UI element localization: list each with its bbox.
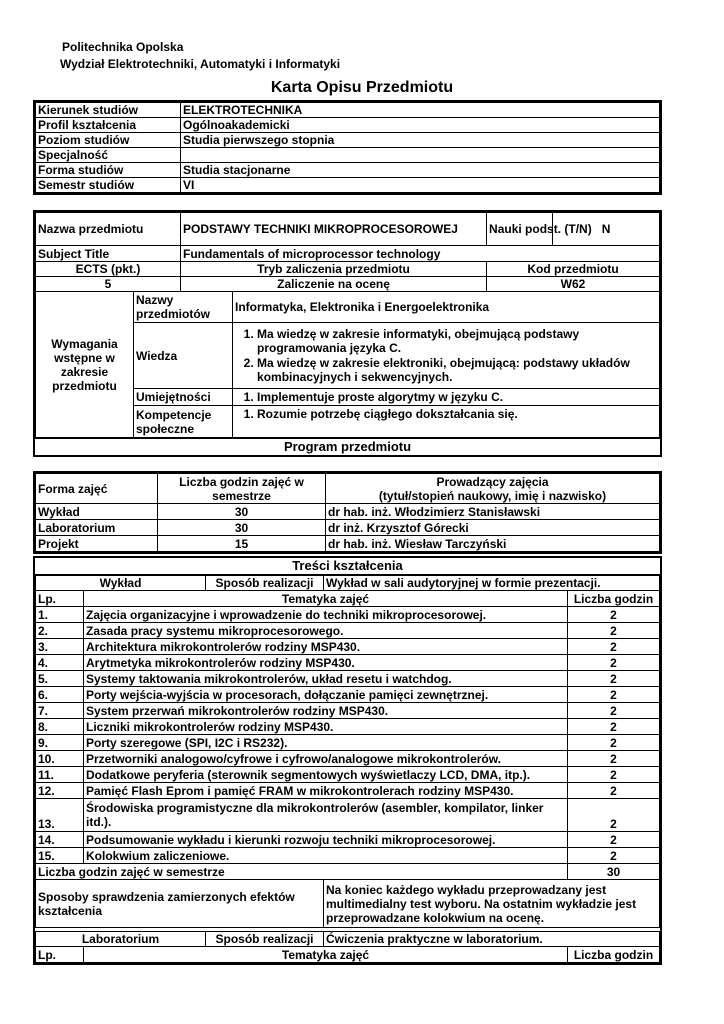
hours-cell: 2 xyxy=(568,703,660,719)
table-row xyxy=(36,783,660,799)
topic-cell: Arytmetyka mikrokontrolerów rodziny MSP430. xyxy=(84,655,568,671)
topic-cell: Pamięć Flash Eprom i pamięć FRAM w mikrokontrolerach rodziny MSP430. xyxy=(84,783,568,799)
hours-col-header: Liczba godzin xyxy=(568,591,660,607)
knowledge-list xyxy=(233,323,660,389)
lab-topic-col-header: Tematyka zajęć xyxy=(84,947,568,963)
table-row xyxy=(36,504,660,520)
mode-label: Tryb zaliczenia przedmiotu xyxy=(181,262,487,277)
form-cell: Laboratorium xyxy=(36,520,158,536)
studies-table xyxy=(33,100,662,195)
table-row xyxy=(36,520,660,536)
studies-value: VI xyxy=(181,178,660,193)
hours-cell: 2 xyxy=(568,735,660,751)
lp-cell: 10. xyxy=(36,751,84,767)
table-row xyxy=(36,607,660,623)
studies-row xyxy=(36,118,660,133)
hours-cell: 2 xyxy=(568,799,660,832)
faculty-name: Wydział Elektrotechniki, Automatyki i Informatyki xyxy=(60,57,341,71)
topic-cell: Dodatkowe peryferia (sterownik segmentowych wyświetlaczy LCD, DMA, itp.). xyxy=(84,767,568,783)
topic-cell: Porty wejścia-wyjścia w procesorach, dołączanie pamięci zewnętrznej. xyxy=(84,687,568,703)
university-name: Politechnika Opolska xyxy=(62,40,184,54)
competence-list xyxy=(233,406,660,438)
table-row xyxy=(36,799,660,832)
lp-cell: 11. xyxy=(36,767,84,783)
topic-cell: Zajęcia organizacyjne i wprowadzenie do techniki mikroprocesorowej. xyxy=(84,607,568,623)
hours-cell: 30 xyxy=(158,520,326,536)
hours-cell: 30 xyxy=(158,504,326,520)
teacher-cell: dr inż. Krzysztof Górecki xyxy=(326,520,660,536)
lp-cell: 5. xyxy=(36,671,84,687)
lp-cell: 4. xyxy=(36,655,84,671)
lp-cell: 15. xyxy=(36,848,84,864)
subject-title-label: Subject Title xyxy=(36,246,181,262)
lp-cell: 6. xyxy=(36,687,84,703)
program-title: Program przedmiotu xyxy=(35,438,660,455)
content-title: Treści kształcenia xyxy=(35,558,660,575)
basic-sciences-value: N xyxy=(553,213,660,246)
lp-cell: 7. xyxy=(36,703,84,719)
hours-cell: 2 xyxy=(568,751,660,767)
lab-method-label: Sposób realizacji xyxy=(206,932,324,947)
hours-cell: 2 xyxy=(568,848,660,864)
teacher-col-header xyxy=(326,474,660,504)
code-value: W62 xyxy=(487,277,660,292)
teacher-cell: dr hab. inż. Włodzimierz Stanisławski xyxy=(326,504,660,520)
hours-cell: 2 xyxy=(568,671,660,687)
skills-list xyxy=(233,389,660,406)
hours-cell: 2 xyxy=(568,687,660,703)
hours-cell: 2 xyxy=(568,655,660,671)
studies-row xyxy=(36,148,660,163)
hours-cell: 2 xyxy=(568,767,660,783)
form-col-header: Forma zajęć xyxy=(36,474,158,504)
form-cell: Projekt xyxy=(36,536,158,552)
topic-cell: Liczniki mikrokontrolerów rodziny MSP430. xyxy=(84,719,568,735)
hours-col-header: Liczba godzin zajęć w semestrze xyxy=(158,474,326,504)
courses-label: Nazwy przedmiotów xyxy=(134,292,233,323)
teacher-col-subtitle: (tytuł/stopień naukowy, imię i nazwisko) xyxy=(378,488,607,503)
studies-value: ELEKTROTECHNIKA xyxy=(181,103,660,118)
lab-hours-col-header: Liczba godzin xyxy=(568,947,660,963)
studies-label: Profil kształcenia xyxy=(36,118,181,133)
skills-item: 1. Implementuje proste algorytmy w języku C. xyxy=(257,390,657,404)
forms-table xyxy=(33,471,662,554)
studies-value: Studia stacjonarne xyxy=(181,163,660,178)
topic-cell: Systemy taktowania mikrokontrolerów, układ resetu i watchdog. xyxy=(84,671,568,687)
lecture-method-label: Sposób realizacji xyxy=(206,576,324,591)
lp-cell: 2. xyxy=(36,623,84,639)
ects-label: ECTS (pkt.) xyxy=(36,262,181,277)
skills-label: Umiejętności xyxy=(134,389,233,406)
lp-cell: 8. xyxy=(36,719,84,735)
table-row xyxy=(36,719,660,735)
lp-cell: 14. xyxy=(36,832,84,848)
hours-cell: 2 xyxy=(568,719,660,735)
topic-cell: System przerwań mikrokontrolerów rodziny MSP430. xyxy=(84,703,568,719)
table-row xyxy=(36,832,660,848)
lp-cell: 13. xyxy=(36,799,84,832)
prerequisite-courses: Informatyka, Elektronika i Energoelektronika xyxy=(233,292,660,323)
studies-label: Kierunek studiów xyxy=(36,103,181,118)
subject-title: Fundamentals of microprocessor technology xyxy=(181,246,660,262)
assessment-text: Na koniec każdego wykładu przeprowadzany jest multimedialny test wyboru. Na ostatnim wykładzie jest przeprowadzane kolokwium na ocenę. xyxy=(324,880,660,928)
lp-col-header: Lp. xyxy=(36,591,84,607)
knowledge-item: 1. Ma wiedzę w zakresie informatyki, obejmującą podstawy programowania języka C. xyxy=(257,327,657,355)
lab-method: Ćwiczenia praktyczne w laboratorium. xyxy=(324,932,660,947)
table-row xyxy=(36,671,660,687)
lab-lp-col-header: Lp. xyxy=(36,947,84,963)
competence-item: 1. Rozumie potrzebę ciągłego dokształcania się. xyxy=(257,407,657,421)
studies-row xyxy=(36,178,660,193)
topic-cell: Środowiska programistyczne dla mikrokontrolerów (asembler, kompilator, linker itd.). xyxy=(84,799,568,832)
lecture-method: Wykład w sali audytoryjnej w formie prezentacji. xyxy=(324,576,660,591)
studies-label: Semestr studiów xyxy=(36,178,181,193)
hours-cell: 2 xyxy=(568,607,660,623)
topic-cell: Architektura mikrokontrolerów rodziny MSP430. xyxy=(84,639,568,655)
studies-value xyxy=(181,148,660,163)
teacher-col-title: Prowadzący zajęcia xyxy=(436,474,549,489)
lp-cell: 1. xyxy=(36,607,84,623)
knowledge-label: Wiedza xyxy=(134,323,233,389)
ects-value: 5 xyxy=(36,277,181,292)
hours-cell: 2 xyxy=(568,639,660,655)
table-row xyxy=(36,687,660,703)
code-label: Kod przedmiotu xyxy=(487,262,660,277)
hours-cell: 2 xyxy=(568,783,660,799)
topic-cell: Podsumowanie wykładu i kierunki rozwoju techniki mikroprocesorowej. xyxy=(84,832,568,848)
table-row xyxy=(36,735,660,751)
knowledge-item: 2. Ma wiedzę w zakresie elektroniki, obejmującą: podstawy układów kombinacyjnych i sekwencyjnych. xyxy=(257,356,657,384)
topic-col-header: Tematyka zajęć xyxy=(84,591,568,607)
assessment-label: Sposoby sprawdzenia zamierzonych efektów kształcenia xyxy=(36,880,324,928)
lecture-name: Wykład xyxy=(36,576,206,591)
page-title: Karta Opisu Przedmiotu xyxy=(270,79,454,96)
topic-cell: Zasada pracy systemu mikroprocesorowego. xyxy=(84,623,568,639)
hours-cell: 2 xyxy=(568,832,660,848)
requirements-label: Wymagania wstępne w zakresie przedmiotu xyxy=(36,292,134,438)
table-row xyxy=(36,703,660,719)
table-row xyxy=(36,751,660,767)
studies-row xyxy=(36,103,660,118)
studies-value: Studia pierwszego stopnia xyxy=(181,133,660,148)
basic-sciences-label: Nauki podst. (T/N) xyxy=(487,213,553,246)
total-hours: 30 xyxy=(568,864,660,880)
studies-value: Ogólnoakademicki xyxy=(181,118,660,133)
table-row xyxy=(36,536,660,552)
lp-cell: 12. xyxy=(36,783,84,799)
content-table xyxy=(33,556,662,965)
lp-cell: 3. xyxy=(36,639,84,655)
competence-label: Kompetencje społeczne xyxy=(134,406,233,438)
hours-cell: 15 xyxy=(158,536,326,552)
table-row xyxy=(36,767,660,783)
hours-cell: 2 xyxy=(568,623,660,639)
mode-value: Zaliczenie na ocenę xyxy=(181,277,487,292)
table-row xyxy=(36,655,660,671)
teacher-cell: dr hab. inż. Wiesław Tarczyński xyxy=(326,536,660,552)
lab-name: Laboratorium xyxy=(36,932,206,947)
studies-row xyxy=(36,163,660,178)
course-name: PODSTAWY TECHNIKI MIKROPROCESOROWEJ xyxy=(181,213,487,246)
table-row xyxy=(36,848,660,864)
course-table xyxy=(33,210,662,457)
course-name-label: Nazwa przedmiotu xyxy=(36,213,181,246)
topic-cell: Porty szeregowe (SPI, I2C i RS232). xyxy=(84,735,568,751)
studies-label: Specjalność xyxy=(36,148,181,163)
studies-label: Forma studiów xyxy=(36,163,181,178)
form-cell: Wykład xyxy=(36,504,158,520)
table-row xyxy=(36,639,660,655)
topic-cell: Kolokwium zaliczeniowe. xyxy=(84,848,568,864)
table-row xyxy=(36,623,660,639)
total-hours-label: Liczba godzin zajęć w semestrze xyxy=(36,864,568,880)
studies-label: Poziom studiów xyxy=(36,133,181,148)
lp-cell: 9. xyxy=(36,735,84,751)
topic-cell: Przetworniki analogowo/cyfrowe i cyfrowo/analogowe mikrokontrolerów. xyxy=(84,751,568,767)
studies-row xyxy=(36,133,660,148)
